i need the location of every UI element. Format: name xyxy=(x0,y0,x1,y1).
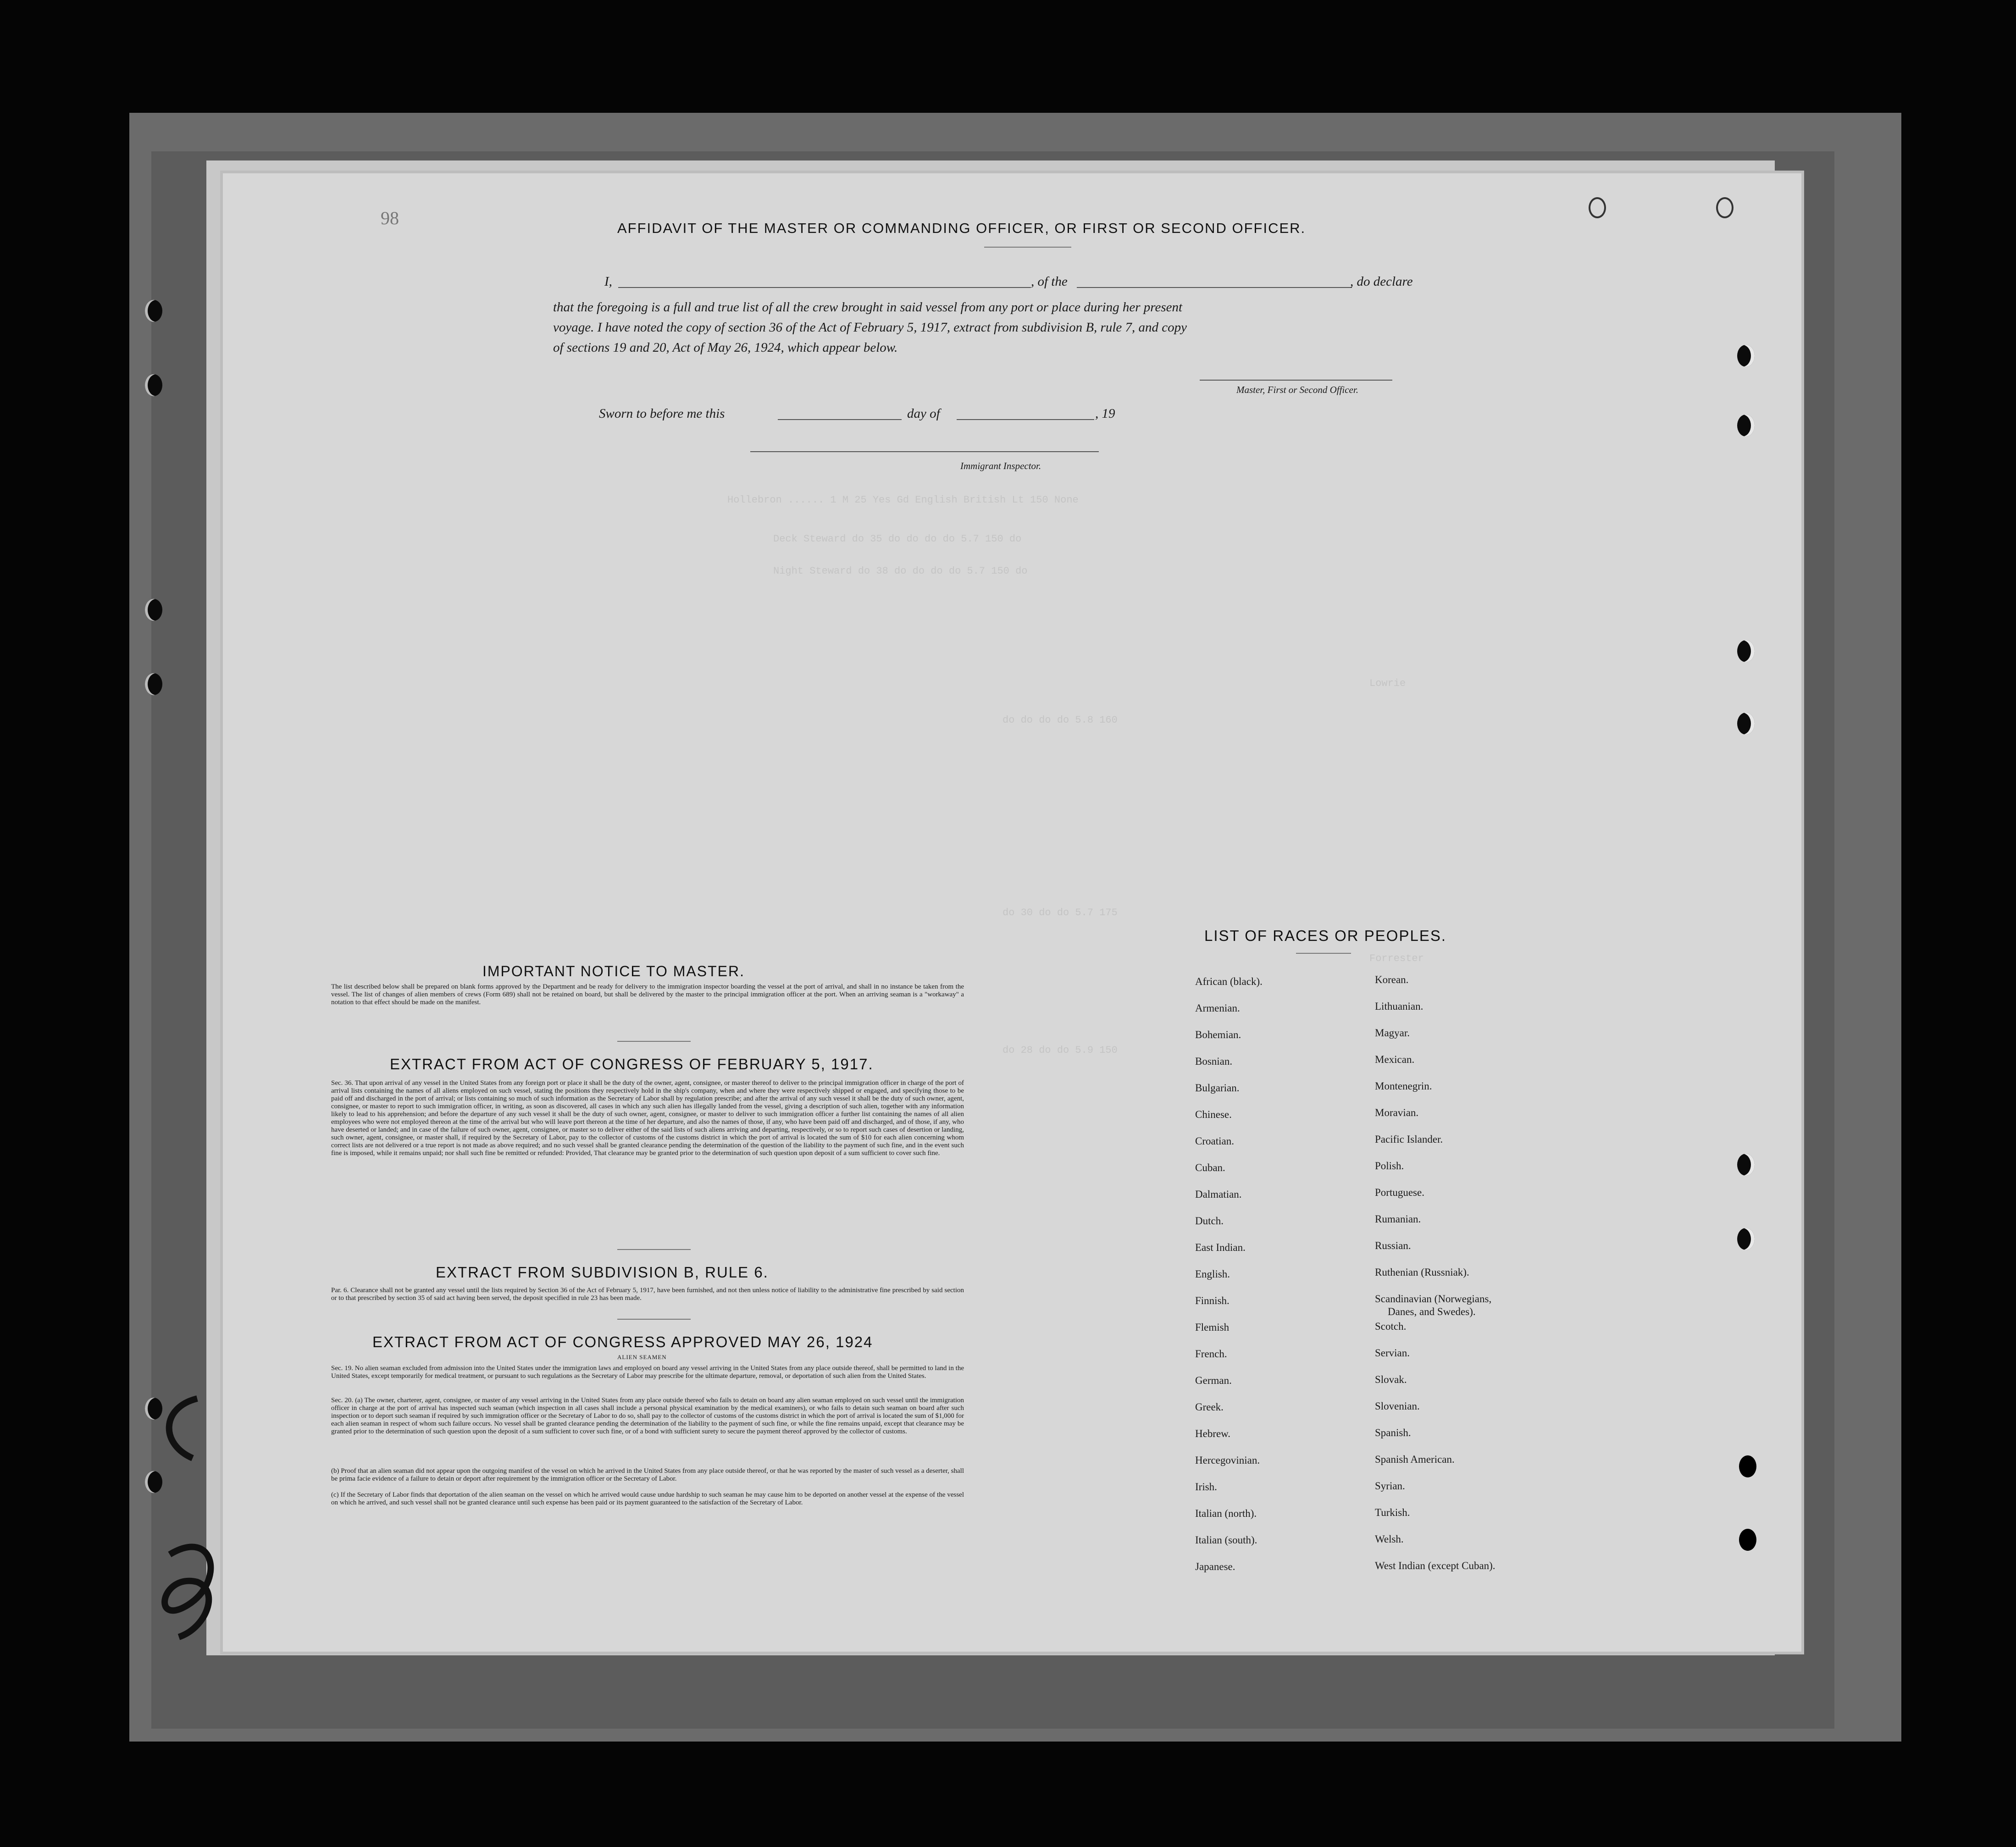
binder-hole xyxy=(1737,713,1755,735)
year-text: , 19 xyxy=(1095,406,1115,421)
race-item: English. xyxy=(1195,1268,1230,1280)
sworn-text: Sworn to before me this xyxy=(599,406,725,421)
race-item: Irish. xyxy=(1195,1481,1217,1493)
affidavit-line2: that the foregoing is a full and true list of all the crew brought in said vessel from any port or place during her present xyxy=(553,300,1183,315)
affidavit-of-the: , of the xyxy=(1031,274,1068,289)
race-item: Croatian. xyxy=(1195,1135,1234,1147)
race-item: Dalmatian. xyxy=(1195,1189,1242,1200)
race-item: Rumanian. xyxy=(1375,1213,1421,1225)
race-item: Dutch. xyxy=(1195,1215,1224,1227)
page-number: 98 xyxy=(381,208,399,228)
race-item: Spanish American. xyxy=(1375,1454,1455,1465)
race-item: Portuguese. xyxy=(1375,1187,1424,1198)
race-item: German. xyxy=(1195,1375,1232,1386)
extract-1924-subtitle: ALIEN SEAMEN xyxy=(617,1354,667,1360)
name-blank[interactable] xyxy=(618,287,1031,288)
inspector-caption: Immigrant Inspector. xyxy=(960,460,1041,471)
notice-title: IMPORTANT NOTICE TO MASTER. xyxy=(482,963,745,979)
extract-1924-sec19: Sec. 19. No alien seaman excluded from admission into the United States under the immigration laws and employed on board any vessel arriving in the United States from any place outside thereof, shall be permitted to land in the United States, except temporarily for medical treatment, or pursuant to such regulations as the Secretary of Labor may prescribe for the ultimate departure, removal, or deportation of such alien from the United States. xyxy=(331,1365,964,1380)
binder-hole xyxy=(145,374,162,396)
affidavit-i: I, xyxy=(604,274,612,289)
race-item: Servian. xyxy=(1375,1347,1410,1359)
extract-1924-sec20b: (b) Proof that an alien seaman did not appear upon the outgoing manifest of the vessel on which he arrived in the United States from any place outside thereof, or that he was reported by the master of such vessel as a deserter, shall be prima facie evidence of a failure to detain or deport after requirement by the immigration officer or the Secretary of Labor. xyxy=(331,1467,964,1482)
race-item: French. xyxy=(1195,1348,1227,1360)
day-of-text: day of xyxy=(907,406,940,421)
race-item: Finnish. xyxy=(1195,1295,1230,1306)
race-item: Hebrew. xyxy=(1195,1428,1231,1439)
race-item: Montenegrin. xyxy=(1375,1080,1432,1092)
race-item: Hercegovinian. xyxy=(1195,1454,1260,1466)
race-item: Magyar. xyxy=(1375,1027,1410,1039)
binder-hole xyxy=(145,599,162,621)
race-item: Turkish. xyxy=(1375,1507,1410,1518)
extract-1917-title: EXTRACT FROM ACT OF CONGRESS OF FEBRUARY 5, 1917. xyxy=(390,1056,874,1073)
race-item: Italian (north). xyxy=(1195,1508,1257,1519)
race-item: Japanese. xyxy=(1195,1561,1235,1572)
vessel-blank[interactable] xyxy=(1077,287,1352,288)
punch-hole xyxy=(1589,197,1606,218)
race-item: Bulgarian. xyxy=(1195,1082,1240,1094)
race-item: Greek. xyxy=(1195,1401,1224,1413)
extract-1924-title: EXTRACT FROM ACT OF CONGRESS APPROVED MAY 26, 1924 xyxy=(372,1333,873,1350)
extract-rule6-title: EXTRACT FROM SUBDIVISION B, RULE 6. xyxy=(436,1264,769,1281)
handwritten-mark xyxy=(142,1389,234,1646)
race-item: Welsh. xyxy=(1375,1533,1404,1545)
document-page: Hollebron ...... 1 M 25 Yes Gd English British Lt 150 None Deck Steward do 35 do do do do 5.7 150 do Night Steward do 38 do do do do 5.7 150 do do do do do 5.8 160 do 30 do do 5.7 175 do 28 do do 5.9 150 Lowrie Forrester 98 AFFIDAVIT OF THE MASTER OR COMMANDING OFFICER, OR FIRST OR SECOND OFFICER. I, , of the , do declare that the foregoing is a full and true list of all the crew brought in said vessel from any port or place during her present voyage. I have noted the copy of section 36 of the Act of February 5, 1917, extract from subdivision B, rule 7, and copy of sections 19 and 20, Act of May 26, 1924, which appear below. Master, First or Second Officer. Sworn to before me this day of , 19 Immigrant Inspector. IMPORTANT NOTICE TO MASTER. The list described below shall be prepared on blank forms approved by the Department and be ready for delivery to the immigration inspector boarding the vessel at the port of arrival, and shall in no instance be taken from the vessel. The list of changes of alien members of crews (Form 689) shall not be retained on board, but shall be delivered by the master to the principal immigration officer at the port. When an arriving seaman is a "workaway" a notation to that effect should be made on the manifest. EXTRACT FROM ACT OF CONGRESS OF FEBRUARY 5, 1917. Sec. 36. That upon arrival of any vessel in the United States from any foreign port or place it shall be the duty of the owner, agent, consignee, or master thereof to deliver to the principal immigration officer in charge of the port of arrival lists containing the names of all aliens employed on such vessel, stating the positions they respectively hold in the ship's company, when and where they were respectively shipped or engaged, and specifying those to be paid off and discharged in the port of arrival; or lists containing so much of such information as the Secretary of Labor shall by regulation prescribe; and after the arrival of any such vessel it shall be the duty of such owner, agent, consignee, or master to report to such immigration officer, in writing, as soon as discovered, all cases in which any such alien has illegally landed from the vessel, giving a description of such alien, together with any information likely to lead to his apprehension; and before the departure of any such vessel it shall be the duty of such owner, agent, consignee, or master to deliver to such immigration officer a further list containing the names of all alien employees who were not employed thereon at the time of the arrival but who will leave port thereon at the time of her departure, and also the names of those, if any, who have been paid off and discharged, and of those, if any, who have deserted or landed; and in case of the failure of such owner, agent, consignee, or master so to deliver either of the said lists of such aliens arriving and departing, respectively, or so to report such cases of desertion or landing, such owner, agent, consignee, or master shall, if required by the Secretary of Labor, pay to the collector of customs of the customs district in which the port of arrival is located the sum of $10 for each alien concerning whom correct lists are not delivered or a true report is not made as above required; and no such vessel shall be granted clearance pending the determination of the question of the liability to the payment of such fine, and in the event such fine is imposed, while it remains unpaid; nor shall such fine be remitted or refunded: Provided, That clearance may be granted prior to the determination of such question upon deposit of a sum sufficient to cover such fine. EXTRACT FROM SUBDIVISION B, RULE 6. Par. 6. Clearance shall not be granted any vessel until the lists required by Section 36 of the Act of February 5, 1917, have been furnished, and not then unless notice of liability to the administrative fine prescribed by said section or to that prescribed by section 35 of said act having been served, the deposit specified in rule 23 has been made. EXTRACT FROM ACT OF CONGRESS APPROVED MAY 26, 1924 ALIEN SEAMEN Sec. 19. No alien seaman excluded from admission into the United States under the immigration laws and employed on board any vessel arriving in the United States from any place outside thereof, shall be permitted to land in the United States, except temporarily for medical treatment, or pursuant to such regulations as the Secretary of Labor may prescribe for the ultimate departure, removal, or deportation of such alien from the United States. Sec. 20. (a) The owner, charterer, agent, consignee, or master of any vessel arriving in the United States from any place outside thereof who fails to detain on board any alien seaman employed on such vessel until the immigration officer in charge at the port of arrival has inspected such seaman (which inspection in all cases shall include a personal physical examination by the medical examiners), or who fails to detain such seaman on board after such inspection or to deport such seaman if required by such immigration officer or the Secretary of Labor to do so, shall pay to the collector of customs of the customs district in which the port of arrival is located the sum of $1,000 for each alien seaman in respect of whom such failure occurs. No vessel shall be granted clearance pending the determination of the liability to the payment of such fine, or while the fine remains unpaid, except that clearance may be granted prior to the determination of such question upon the deposit of a sum sufficient to cover such fine, or of a bond with sufficient surety to secure the payment thereof approved by the collector of customs. (b) Proof that an alien seaman did not appear upon the outgoing manifest of the vessel on which he arrived in the United States from any place outside thereof, or that he was reported by the master of such vessel as a deserter, shall be prima facie evidence of a failure to detain or deport after requirement by the immigration officer or the Secretary of Labor. (c) If the Secretary of Labor finds that deportation of the alien seaman on the vessel on which he arrived would cause undue hardship to such seaman he may cause him to be deported on another vessel at the expense of the vessel on which he arrived, and such vessel shall not be granted clearance until such expense has been paid or its payment guaranteed to the satisfaction of the Secretary of Labor. LIST OF RACES OR PEOPLES. African (black). Armenian. Bohemian. Bosnian. Bulgarian. Chinese. Croatian. Cuban. Dalmatian. Dutch. East Indian. English. Finnish. Flemish French. German. Greek. Hebrew. Hercegovinian. Irish. Italian (north). Italian (south). Japanese. Korean. Lithuanian. Magyar. Mexican. Montenegrin. Moravian. Pacific Islander. Polish. Portuguese. Rumanian. Russian. Ruthenian (Russniak). Scandinavian (Norwegians, Danes, and Swedes). Scotch. Servian. Slovak. Slovenian. Spanish. Spanish American. Syrian. Turkish. Welsh. West Indian (except Cuban). xyxy=(223,173,1801,1652)
binder-hole xyxy=(145,300,162,322)
binder-hole xyxy=(1739,1529,1756,1551)
divider xyxy=(984,247,1071,248)
race-item: Polish. xyxy=(1375,1160,1404,1172)
divider xyxy=(617,1319,691,1320)
affidavit-title: AFFIDAVIT OF THE MASTER OR COMMANDING OFFICER, OR FIRST OR SECOND OFFICER. xyxy=(617,220,1306,236)
race-item: Armenian. xyxy=(1195,1002,1240,1014)
race-item: Scotch. xyxy=(1375,1321,1407,1332)
affidavit-line4: of sections 19 and 20, Act of May 26, 1924, which appear below. xyxy=(553,340,898,355)
race-item: Slovak. xyxy=(1375,1374,1407,1385)
binder-hole xyxy=(1737,345,1755,367)
race-item: Slovenian. xyxy=(1375,1400,1420,1412)
affidavit-do-declare: , do declare xyxy=(1350,274,1413,289)
race-item: Lithuanian. xyxy=(1375,1001,1423,1012)
binder-hole xyxy=(1739,1455,1756,1477)
race-item: Cuban. xyxy=(1195,1162,1225,1173)
extract-1924-sec20c: (c) If the Secretary of Labor finds that deportation of the alien seaman on the vessel on which he arrived would cause undue hardship to such seaman he may cause him to be deported on another vessel at the expense of the vessel on which he arrived, and such vessel shall not be granted clearance until such expense has been paid or its payment guaranteed to the satisfaction of the Secretary of Labor. xyxy=(331,1491,964,1506)
race-item: Bohemian. xyxy=(1195,1029,1241,1040)
affidavit-line3: voyage. I have noted the copy of section 36 of the Act of February 5, 1917, extract from subdivision B, rule 7, and copy xyxy=(553,320,1187,335)
punch-hole xyxy=(1716,197,1734,218)
race-item: Pacific Islander. xyxy=(1375,1134,1443,1145)
divider xyxy=(617,1249,691,1250)
extract-1917-body: Sec. 36. That upon arrival of any vessel in the United States from any foreign port or place it shall be the duty of the owner, agent, consignee, or master thereof to deliver to the principal immigration officer in charge of the port of arrival lists containing the names of all aliens employed on such vessel, stating the positions they respectively hold in the ship's company, when and where they were respectively shipped or engaged, and specifying those to be paid off and discharged in the port of arrival; or lists containing so much of such information as the Secretary of Labor shall by regulation prescribe; and after the arrival of any such vessel it shall be the duty of such owner, agent, consignee, or master to report to such immigration officer, in writing, as soon as discovered, all cases in which any such alien has illegally landed from the vessel, giving a description of such alien, together with any information likely to lead to his apprehension; and before the departure of any such vessel it shall be the duty of such owner, agent, consignee, or master to deliver to such immigration officer a further list containing the names of all alien employees who were not employed thereon at the time of the arrival but who will leave port thereon at the time of her departure, and also the names of those, if any, who have been paid off and discharged, and of those, if any, who have deserted or landed; and in case of the failure of such owner, agent, consignee, or master so to deliver either of the said lists of such aliens arriving and departing, respectively, or so to report such cases of desertion or landing, such owner, agent, consignee, or master shall, if required by the Secretary of Labor, pay to the collector of customs of the customs district in which the port of arrival is located the sum of $10 for each alien concerning whom correct lists are not delivered or a true report is not made as above required; and no such vessel shall be granted clearance pending the determination of the question of the liability to the payment of such fine, and in the event such fine is imposed, while it remains unpaid; nor shall such fine be remitted or refunded: Provided, That clearance may be granted prior to the determination of such question upon deposit of a sum sufficient to cover such fine. xyxy=(331,1079,964,1157)
race-item: Scandinavian (Norwegians, xyxy=(1375,1293,1492,1305)
race-item: Moravian. xyxy=(1375,1107,1419,1118)
race-item: Russian. xyxy=(1375,1240,1411,1251)
binder-hole xyxy=(1737,415,1755,437)
binder-hole xyxy=(1737,1228,1755,1250)
race-item: Korean. xyxy=(1375,974,1409,985)
race-item: Ruthenian (Russniak). xyxy=(1375,1266,1469,1278)
month-blank[interactable] xyxy=(957,419,1094,420)
race-item: Syrian. xyxy=(1375,1480,1405,1492)
race-item: Spanish. xyxy=(1375,1427,1411,1438)
extract-1924-sec20a: Sec. 20. (a) The owner, charterer, agent, consignee, or master of any vessel arriving in the United States from any place outside thereof who fails to detain on board any alien seaman employed on such vessel until the immigration officer in charge at the port of arrival has inspected such seaman (which inspection in all cases shall include a personal physical examination by the medical examiners), or who fails to detain such seaman on board after such inspection or to deport such seaman if required by such immigration officer or the Secretary of Labor to do so, shall pay to the collector of customs of the customs district in which the port of arrival is located the sum of $1,000 for each alien seaman in respect of whom such failure occurs. No vessel shall be granted clearance pending the determination of the liability to the payment of such fine, or while the fine remains unpaid, except that clearance may be granted prior to the determination of such question upon the deposit of a sum sufficient to cover such fine, or of a bond with sufficient surety to secure the payment thereof approved by the collector of customs. xyxy=(331,1397,964,1435)
divider xyxy=(1296,953,1351,954)
race-item: Mexican. xyxy=(1375,1054,1415,1065)
race-item: African (black). xyxy=(1195,976,1263,987)
binder-hole xyxy=(145,673,162,695)
signature-caption: Master, First or Second Officer. xyxy=(1236,384,1358,395)
notice-body: The list described below shall be prepared on blank forms approved by the Department and be ready for delivery to the immigration inspector boarding the vessel at the port of arrival, and shall in no instance be taken from the vessel. The list of changes of alien members of crews (Form 689) shall not be retained on board, but shall be delivered by the master to the principal immigration officer at the port. When an arriving seaman is a "workaway" a notation to that effect should be made on the manifest. xyxy=(331,983,964,1006)
extract-rule6-body: Par. 6. Clearance shall not be granted any vessel until the lists required by Section 36 of the Act of February 5, 1917, have been furnished, and not then unless notice of liability to the administrative fine prescribed by said section or to that prescribed by section 35 of said act having been served, the deposit specified in rule 23 has been made. xyxy=(331,1287,964,1302)
day-blank[interactable] xyxy=(778,419,902,420)
binder-hole xyxy=(1737,640,1755,662)
race-item: West Indian (except Cuban). xyxy=(1375,1560,1495,1571)
race-item: East Indian. xyxy=(1195,1242,1246,1253)
race-item-continuation: Danes, and Swedes). xyxy=(1388,1306,1476,1317)
divider xyxy=(617,1041,691,1042)
officer-signature-line[interactable] xyxy=(1200,380,1392,381)
race-item: Bosnian. xyxy=(1195,1056,1233,1067)
race-item: Italian (south). xyxy=(1195,1534,1257,1546)
binder-hole xyxy=(1737,1154,1755,1176)
races-title: LIST OF RACES OR PEOPLES. xyxy=(1204,927,1447,944)
race-item: Flemish xyxy=(1195,1322,1230,1333)
race-item: Chinese. xyxy=(1195,1109,1232,1120)
inspector-signature-line[interactable] xyxy=(750,451,1099,452)
